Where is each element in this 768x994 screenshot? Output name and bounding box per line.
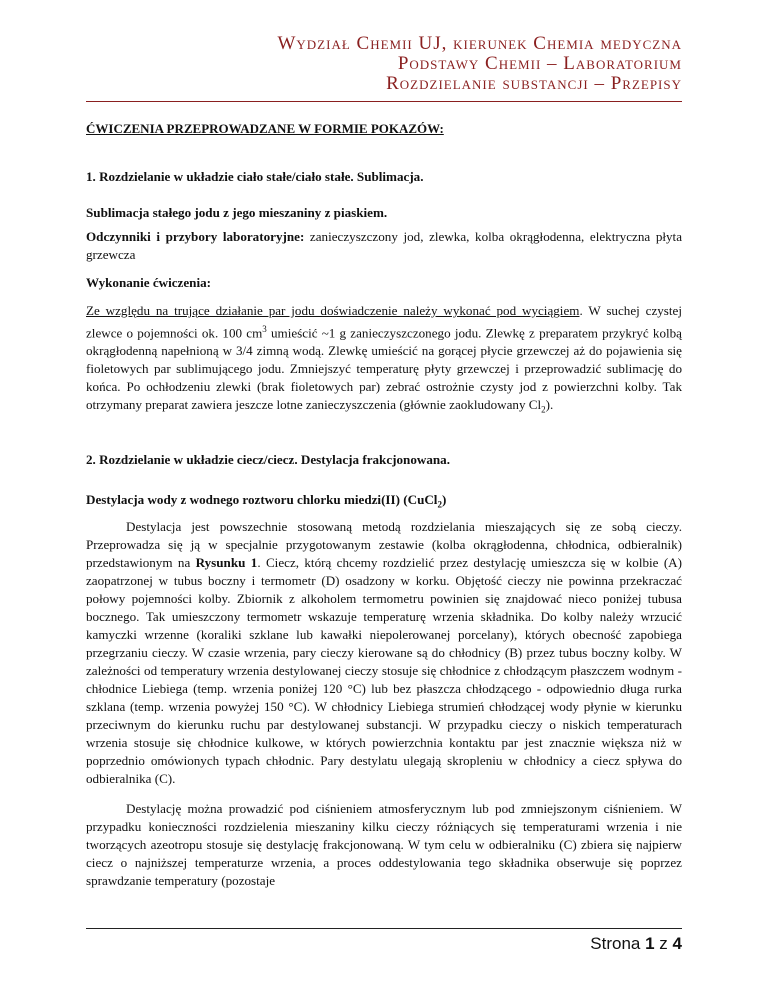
subheading-subscript: 2 xyxy=(437,499,442,510)
section-1-heading: 1. Rozdzielanie w układzie ciało stałe/ciało stałe. Sublimacja. xyxy=(86,169,424,184)
para1-text-a: Destylacja jest powszechnie stosowaną metodą rozdzielania mieszających się ze sobą cieczy. Przeprowadza się ją w specjalnie przygotowanym zestawie (kolba okrągłodenna, chłodnica, odbieralnik) przedstawionym na xyxy=(86,518,682,570)
page-label: Strona xyxy=(590,934,646,953)
procedure-text-b: umieścić ~1 g zanieczyszczonego jodu. Zlewkę z preparatem przykryć kolbą okrągłodenną napełnioną w 3/4 zimną wodą. Zlewkę umieścić na gorącej płycie grzewczej aż do pojawienia się fioletowych par sublimującego jodu. Zmniejszyć temperaturę płyty grzewczej i przeprowadzić sublimację do końca. Po ochłodzeniu zlewki (brak fioletowych par) zebrać ostrożnie czysty jod z powierzchni kolby. Tak otrzymany preparat zawiera jeszcze lotne zanieczyszczenia (głównie zaokludowany Cl xyxy=(86,325,682,413)
chlorine-subscript: 2 xyxy=(541,404,546,415)
section-title: ĆWICZENIA PRZEPROWADZANE W FORMIE POKAZÓW: xyxy=(86,121,444,136)
distillation-paragraph-1 xyxy=(86,518,682,788)
page-separator: z xyxy=(654,934,673,953)
subheading-text-a: Destylacja wody z wodnego roztworu chlorku miedzi(II) (CuCl xyxy=(86,491,438,507)
current-page: 1 xyxy=(645,934,655,953)
para1-text-b: . Ciecz, którą chcemy rozdzielić przez destylację umieszcza się w kolbie (A) zaopatrzonej w tubus boczny i termometr (D) osadzony w korku. Objętość cieczy nie powinna przekraczać połowy pojemności kolby. Zbiornik z alkoholem termometru powinien się znajdować nieco poniżej tubusa bocznego. Tak umieszczony termometr wskazuje temperaturę wrzenia składnika. Do kolby należy wrzucić kamyczki wrzenne (koraliki szklane lub kawałki niepolerowanej porcelany), których obecność zapobiega przegrzaniu cieczy. W czasie wrzenia, pary cieczy kierowane są do chłodnicy (B) przez tubus boczny kolby. W zależności od temperatury wrzenia destylowanej cieczy stosuje się chłodnice z chłodzącym płaszczem wodnym - chłodnice Liebiega (temp. wrzenia poniżej 120 °C) lub bez płaszcza chłodzącego - odpowiednio długa rurka szklana (temp. wrzenia powyżej 150 °C). W chłodnicy Liebiega strumień chłodzącej wody płynie w kierunku przeciwnym do kierunku ruchu par destylowanej substancji. W przypadku cieczy o niskich temperaturach wrzenia stosuje się chłodnice kulkowe, w których powierzchnia kontaktu par jest znacznie większa niż w poprzednio omówionych typach chłodnic. Pary destylatu ulegają skropleniu w chłodnicy a ciecz spływa do odbieralnika (C). xyxy=(86,554,682,786)
section-1-subheading: Sublimacja stałego jodu z jego mieszaniny z piaskiem. xyxy=(86,205,388,220)
header-line-course: Podstawy Chemii – Laboratorium xyxy=(397,53,682,74)
procedure-paragraph xyxy=(86,302,682,419)
reagents-label: Odczynniki i przybory laboratoryjne: xyxy=(86,229,305,244)
unit-superscript: 3 xyxy=(262,324,267,334)
header-divider xyxy=(86,101,682,102)
figure-reference: Rysunku 1 xyxy=(195,554,258,570)
subheading-text-b: ) xyxy=(441,491,447,507)
procedure-text-a: . W suchej czystej zlewce o pojemności ok. 100 cm xyxy=(86,303,682,341)
distillation-paragraph-2: Destylację można prowadzić pod ciśnieniem atmosferycznym lub pod zmniejszonym ciśnieniem. W przypadku konieczności rozdzielenia mieszaniny kilku cieczy różniących się temperaturami wrzenia i nie tworzących azeotropu stosuje się destylację frakcjonowaną. W tym celu w odbieralniku (C) zbiera się najpierw ciecz o najniższej temperaturze wrzenia, a proces oddestylowania tego składnika obserwuje się poprzez sprawdzanie temperatury (pozostaje xyxy=(86,800,682,888)
page-number xyxy=(590,934,682,954)
page-header xyxy=(277,34,682,94)
section-2-subheading xyxy=(86,491,682,514)
procedure-label: Wykonanie ćwiczenia: xyxy=(86,275,211,290)
procedure-text-c: ). xyxy=(545,397,554,413)
safety-warning: Ze względu na trujące działanie par jodu doświadczenie należy wykonać pod wyciągiem xyxy=(86,303,580,318)
reagents-text: zanieczyszczony jod, zlewka, kolba okrągłodenna, elektryczna płyta grzewcza xyxy=(86,229,683,262)
reagents-paragraph xyxy=(86,228,682,264)
header-line-topic: Rozdzielanie substancji – Przepisy xyxy=(386,73,682,94)
footer-divider xyxy=(86,928,682,929)
header-line-faculty: Wydział Chemii UJ, kierunek Chemia medyczna xyxy=(277,33,682,54)
section-2-heading: 2. Rozdzielanie w układzie ciecz/ciecz. Destylacja frakcjonowana. xyxy=(86,451,450,467)
document-body xyxy=(86,108,682,890)
total-pages: 4 xyxy=(672,934,682,953)
